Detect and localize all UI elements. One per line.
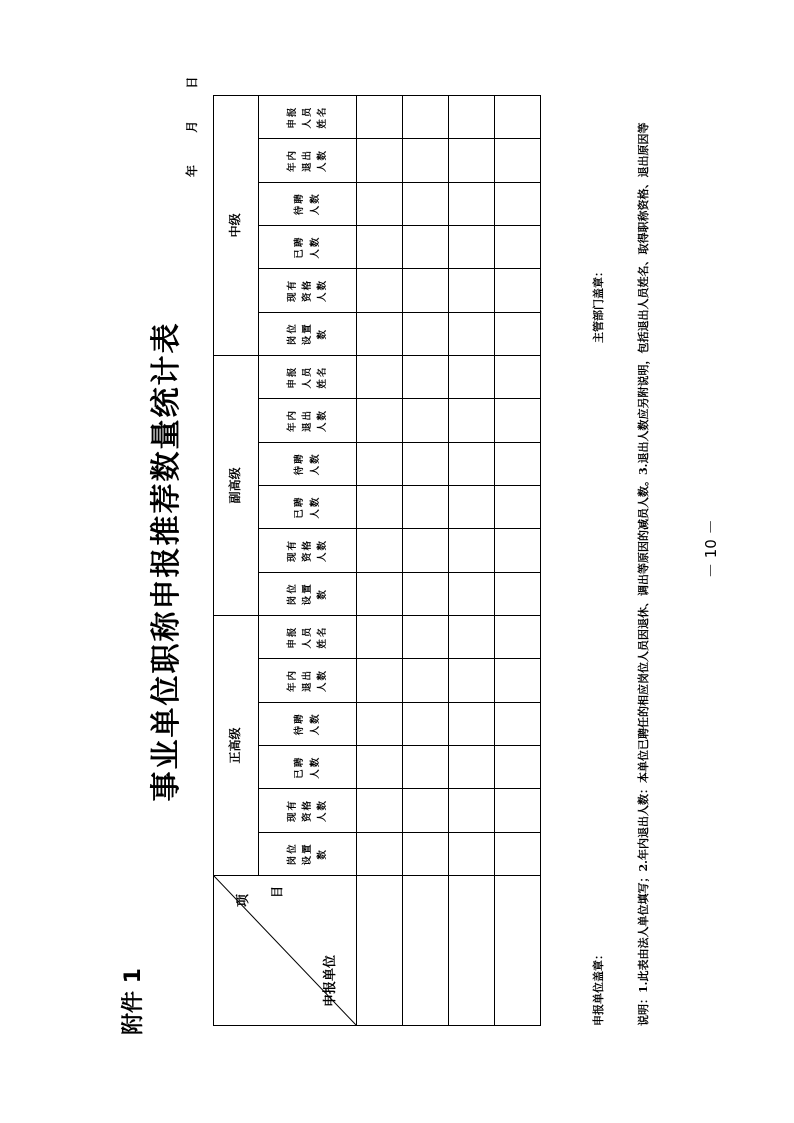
value-input-cell[interactable] [495, 399, 541, 442]
value-input-cell[interactable] [495, 572, 541, 615]
value-input-cell[interactable] [449, 442, 495, 485]
value-input-cell[interactable] [403, 312, 449, 355]
table-corner-cell [214, 876, 357, 1026]
subheader-label: 待聘人数 [294, 712, 321, 736]
value-input-cell[interactable] [403, 832, 449, 875]
value-input-cell[interactable] [495, 95, 541, 138]
value-input-cell[interactable] [449, 789, 495, 832]
unit-input-cell[interactable] [449, 876, 495, 1026]
subheader-cell [259, 485, 357, 528]
value-input-cell[interactable] [495, 746, 541, 789]
value-input-cell[interactable] [357, 95, 403, 138]
subheader-cell [259, 355, 357, 398]
value-input-cell[interactable] [357, 529, 403, 572]
subheader-label: 申报人员姓名 [286, 365, 329, 389]
subheader-cell [259, 225, 357, 268]
value-input-cell[interactable] [357, 355, 403, 398]
subheader-cell [259, 399, 357, 442]
value-input-cell[interactable] [495, 355, 541, 398]
value-input-cell[interactable] [495, 659, 541, 702]
value-input-cell[interactable] [403, 789, 449, 832]
value-input-cell[interactable] [403, 702, 449, 745]
value-input-cell[interactable] [357, 269, 403, 312]
date-month: 月 [185, 120, 199, 133]
subheader-cell [259, 312, 357, 355]
corner-label-item: 项 [236, 894, 251, 908]
value-input-cell[interactable] [449, 485, 495, 528]
value-input-cell[interactable] [449, 269, 495, 312]
value-input-cell[interactable] [495, 442, 541, 485]
value-input-cell[interactable] [403, 95, 449, 138]
subheader-cell [259, 702, 357, 745]
value-input-cell[interactable] [403, 746, 449, 789]
value-input-cell[interactable] [449, 529, 495, 572]
subheader-label: 年内退出人数 [286, 148, 329, 172]
group-header: 副高级 [214, 355, 259, 615]
value-input-cell[interactable] [357, 572, 403, 615]
subheader-label: 待聘人数 [294, 452, 321, 476]
value-input-cell[interactable] [495, 139, 541, 182]
value-input-cell[interactable] [403, 572, 449, 615]
subheader-cell [259, 269, 357, 312]
subheader-cell [259, 139, 357, 182]
value-input-cell[interactable] [449, 139, 495, 182]
document-title: 事业单位职称申报推荐数量统计表 [149, 321, 184, 802]
value-input-cell[interactable] [495, 312, 541, 355]
value-input-cell[interactable] [449, 832, 495, 875]
table-body [357, 95, 541, 1025]
table-row [403, 95, 449, 1025]
value-input-cell[interactable] [495, 225, 541, 268]
subheader-cell [259, 182, 357, 225]
subheader-cell [259, 95, 357, 138]
value-input-cell[interactable] [495, 615, 541, 658]
value-input-cell[interactable] [357, 139, 403, 182]
subheader-cell [259, 789, 357, 832]
value-input-cell[interactable] [403, 442, 449, 485]
unit-input-cell[interactable] [403, 876, 449, 1026]
value-input-cell[interactable] [403, 615, 449, 658]
value-input-cell[interactable] [449, 702, 495, 745]
unit-input-cell[interactable] [495, 876, 541, 1026]
value-input-cell[interactable] [403, 355, 449, 398]
value-input-cell[interactable] [403, 139, 449, 182]
page-number: － 10 － [702, 519, 720, 578]
group-header: 中级 [214, 95, 259, 355]
value-input-cell[interactable] [449, 659, 495, 702]
value-input-cell[interactable] [449, 225, 495, 268]
value-input-cell[interactable] [357, 399, 403, 442]
corner-label-mu: 目 [270, 886, 284, 899]
value-input-cell[interactable] [357, 659, 403, 702]
date-line [183, 77, 200, 205]
value-input-cell[interactable] [449, 182, 495, 225]
value-input-cell[interactable] [403, 399, 449, 442]
value-input-cell[interactable] [403, 485, 449, 528]
value-input-cell[interactable] [495, 789, 541, 832]
value-input-cell[interactable] [357, 442, 403, 485]
corner-label-unit: 申报单位 [323, 954, 339, 1007]
subheader-cell [259, 442, 357, 485]
value-input-cell[interactable] [495, 529, 541, 572]
subheader-label: 待聘人数 [294, 192, 321, 216]
subheader-cell [259, 746, 357, 789]
group-header: 正高级 [214, 615, 259, 875]
unit-input-cell[interactable] [357, 876, 403, 1026]
value-input-cell[interactable] [357, 485, 403, 528]
value-input-cell[interactable] [449, 399, 495, 442]
subheader-label: 年内退出人数 [286, 669, 329, 693]
subheader-label: 现有资格人数 [286, 538, 329, 562]
subheader-label: 已聘人数 [294, 235, 321, 259]
value-input-cell[interactable] [403, 269, 449, 312]
applicant-seal-label: 申报单位盖章： [592, 949, 605, 1026]
value-input-cell[interactable] [357, 702, 403, 745]
value-input-cell[interactable] [403, 225, 449, 268]
subheader-label: 岗位设置数 [286, 582, 329, 606]
value-input-cell[interactable] [449, 746, 495, 789]
value-input-cell[interactable] [449, 95, 495, 138]
value-input-cell[interactable] [449, 615, 495, 658]
value-input-cell[interactable] [495, 702, 541, 745]
subheader-label: 申报人员姓名 [286, 105, 329, 129]
subheader-cell [259, 529, 357, 572]
subheader-cell [259, 572, 357, 615]
subheader-label: 申报人员姓名 [286, 625, 329, 649]
value-input-cell[interactable] [495, 182, 541, 225]
subheader-cell [259, 659, 357, 702]
value-input-cell[interactable] [357, 789, 403, 832]
value-input-cell[interactable] [357, 225, 403, 268]
subheader-label: 已聘人数 [294, 495, 321, 519]
group-header-row [214, 95, 259, 1025]
value-input-cell[interactable] [403, 529, 449, 572]
subheader-cell [259, 615, 357, 658]
attachment-label: 附件 1 [121, 968, 146, 1035]
note-text: 说明：1.此表由法人单位填写；2.年内退出人数：本单位已聘任的相应岗位人员因退休、调出等原因的减员人数。3.退出人数应另附说明，包括退出人员姓名、取得职称资格、退出原因等 [637, 122, 650, 1026]
value-input-cell[interactable] [449, 572, 495, 615]
department-seal-label: 主管部门盖章： [592, 266, 605, 343]
value-input-cell[interactable] [449, 312, 495, 355]
subheader-cell [259, 832, 357, 875]
date-year: 年 [185, 164, 199, 177]
value-input-cell[interactable] [357, 182, 403, 225]
date-day: 日 [185, 76, 199, 89]
subheader-label: 现有资格人数 [286, 799, 329, 823]
subheader-label: 现有资格人数 [286, 278, 329, 302]
table-row [357, 95, 403, 1025]
table-row [495, 95, 541, 1025]
value-input-cell[interactable] [403, 659, 449, 702]
subheader-label: 已聘人数 [294, 755, 321, 779]
value-input-cell[interactable] [495, 269, 541, 312]
subheader-label: 年内退出人数 [286, 408, 329, 432]
value-input-cell[interactable] [495, 485, 541, 528]
value-input-cell[interactable] [449, 355, 495, 398]
value-input-cell[interactable] [357, 312, 403, 355]
subheader-label: 岗位设置数 [286, 322, 329, 346]
value-input-cell[interactable] [357, 746, 403, 789]
value-input-cell[interactable] [357, 615, 403, 658]
subheader-label: 岗位设置数 [286, 842, 329, 866]
table-row [449, 95, 495, 1025]
value-input-cell[interactable] [495, 832, 541, 875]
value-input-cell[interactable] [357, 832, 403, 875]
statistics-table [213, 95, 541, 1026]
value-input-cell[interactable] [403, 182, 449, 225]
